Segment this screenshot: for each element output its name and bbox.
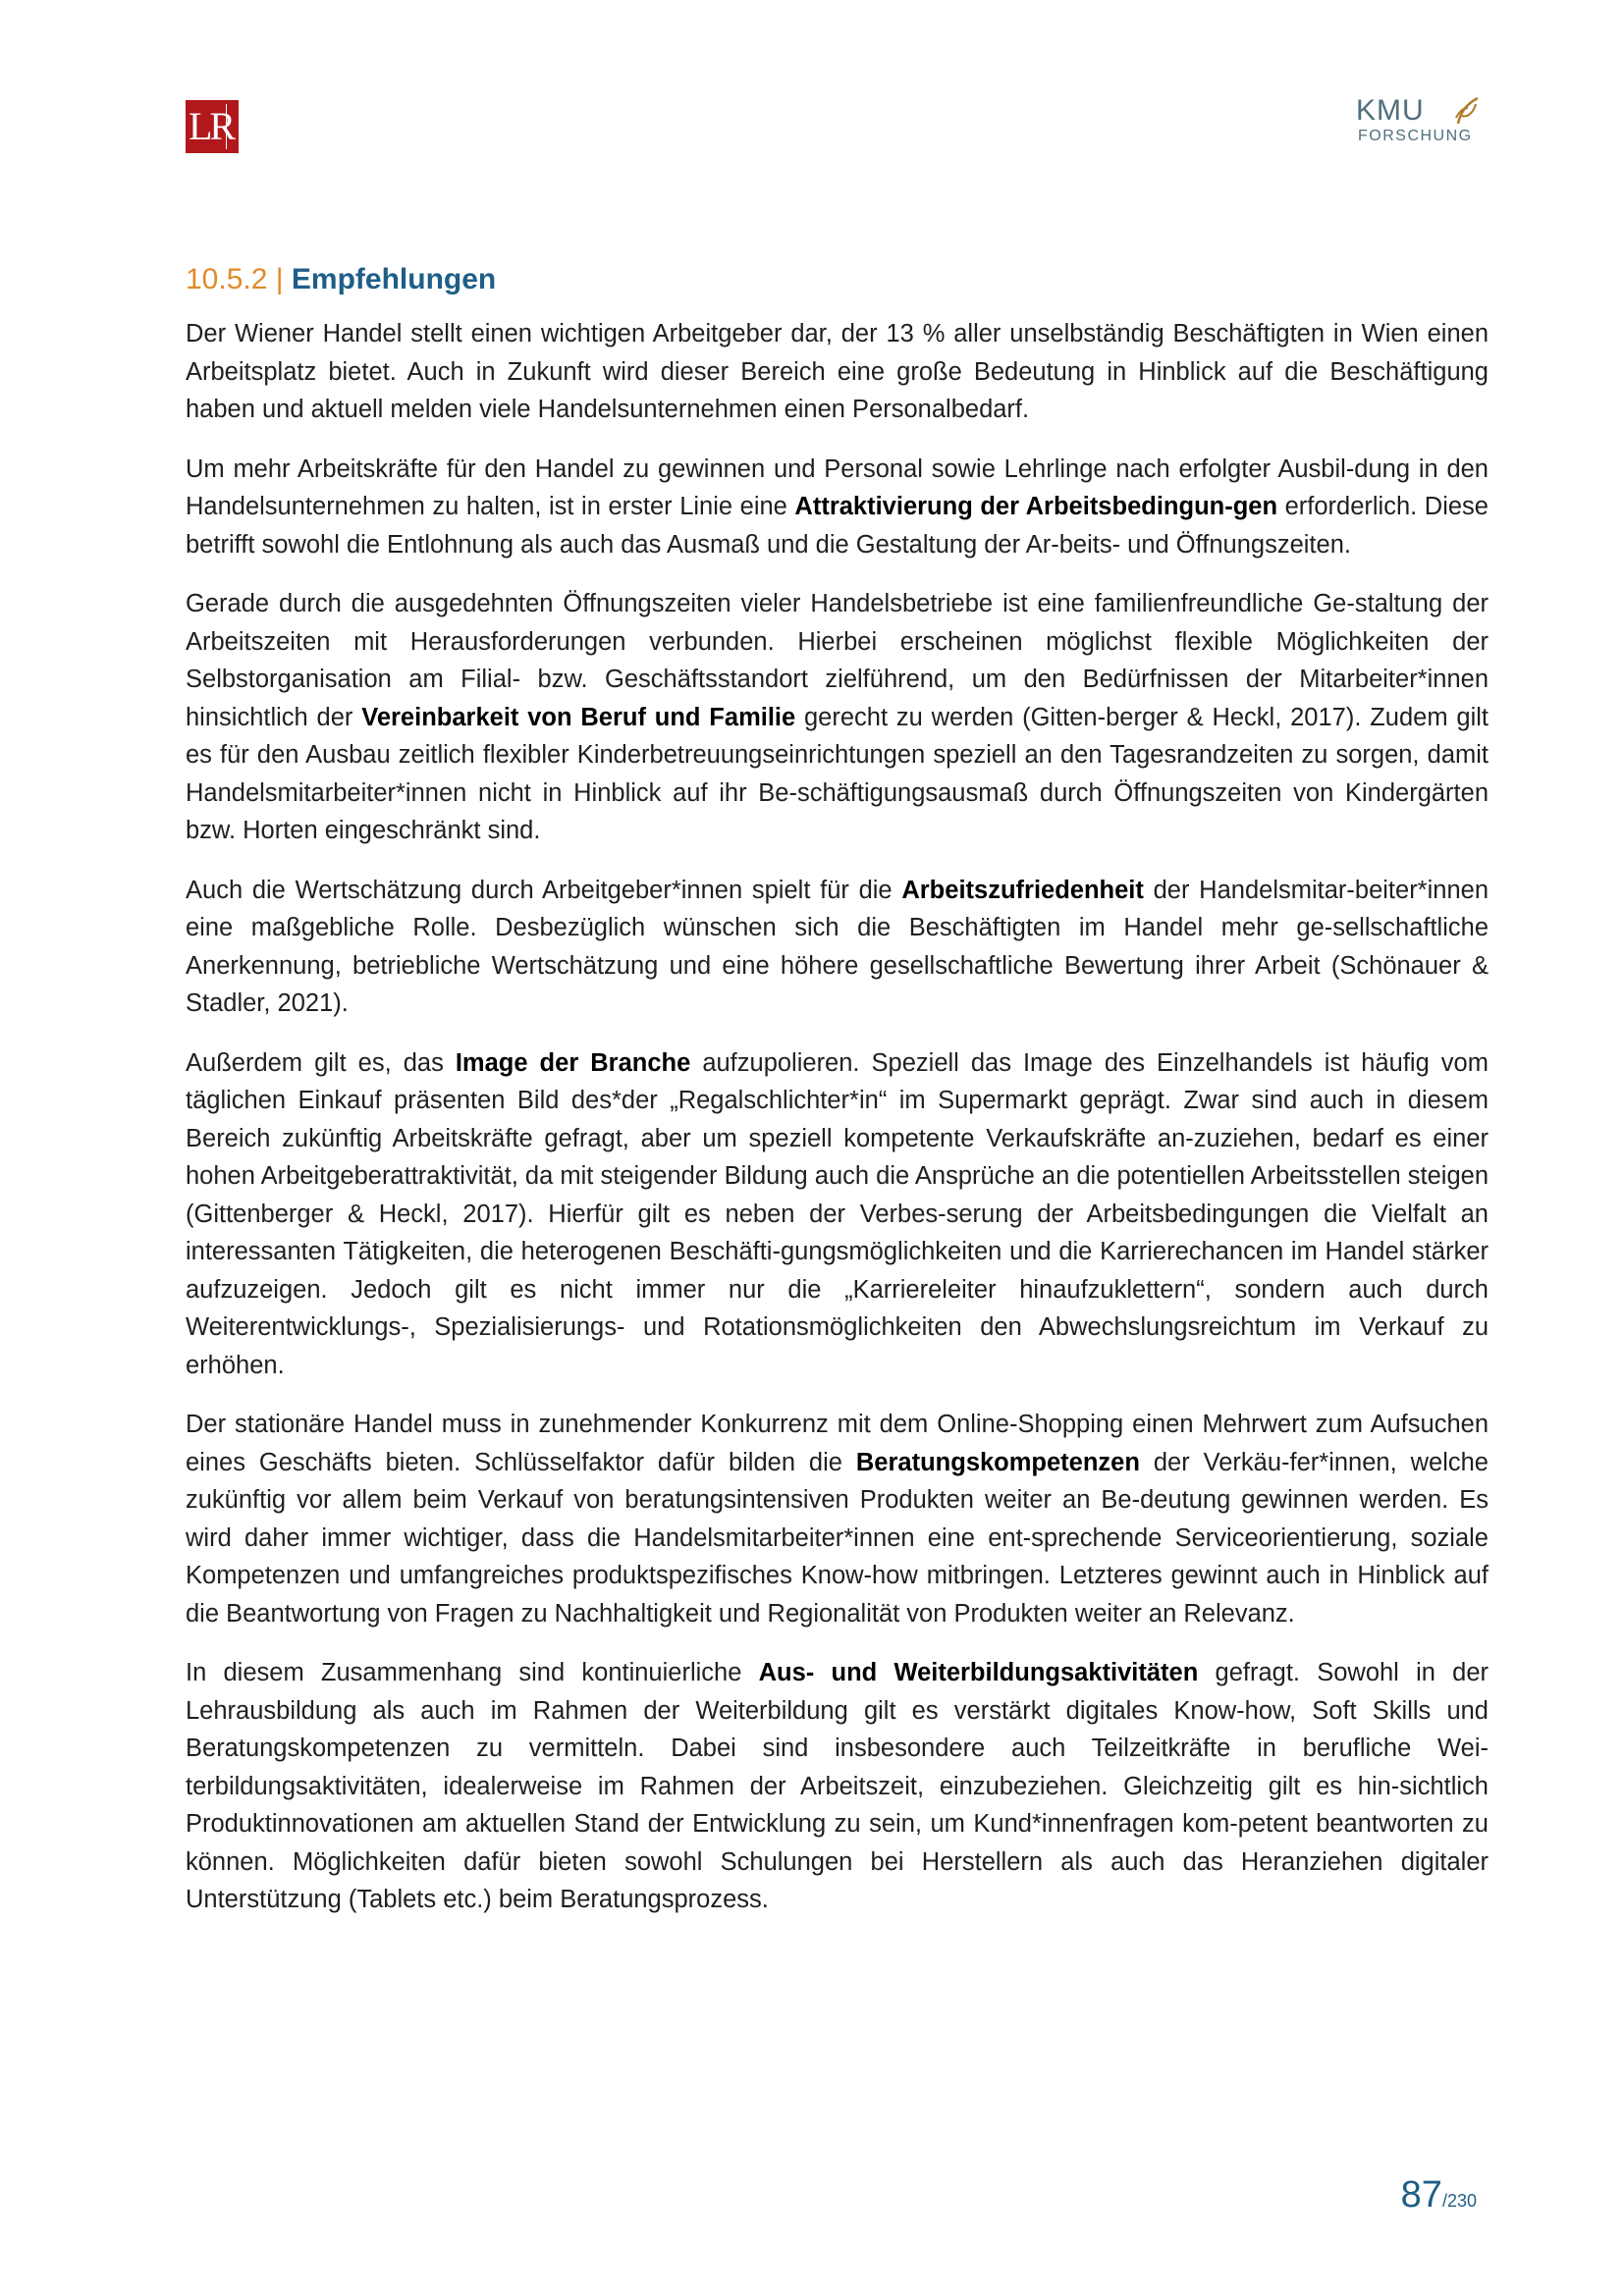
paragraph-text: der Verkäu-fer*innen, welche zukünftig vor allem beim Verkauf von beratungsintensiven Produkten weiter an Be-deutung gewinnen werden. Es wird daher immer wichtiger, dass die Handelsmitarbeiter*innen eine ent-sprechende Serviceorientierung, soziale Kompetenzen und umfangreiches produktspezifisches Know-how mitbringen. Letzteres gewinnt auch in Hinblick auf die Beantwortung von Fragen zu Nachhaltigkeit und Regionalität von Produkten weiter an Relevanz. [186, 1448, 1489, 1628]
emphasis-term: Beratungskompetenzen [855, 1448, 1140, 1476]
section-title: Empfehlungen [291, 263, 497, 295]
section-separator: | [275, 263, 284, 295]
kmu-logo [1356, 94, 1474, 153]
paragraph-text: Gerade durch die ausgedehnten Öffnungszeiten vieler Handelsbetriebe ist eine familienfreundliche Ge-staltung der Arbeitszeiten mit Herausforderungen verbunden. Hierbei erscheinen möglichst flexible Möglichkeiten der Selbstorganisation am Filial- bzw. Geschäftsstandort zielführend, um den Bedürfnissen der Mitarbeiter*innen hinsichtlich der [186, 590, 1489, 731]
paragraph-text: In diesem Zusammenhang sind kontinuierliche [186, 1659, 759, 1686]
emphasis-term: Attraktivierung der Arbeitsbedingun-gen [794, 493, 1278, 520]
paragraph-5 [186, 1044, 1489, 1385]
section-number: 10.5.2 [186, 263, 268, 295]
lr-logo-letters: LR [189, 104, 234, 148]
paragraph-1 [186, 315, 1489, 429]
paragraph-7 [186, 1654, 1489, 1919]
lr-logo-icon [186, 100, 239, 153]
paragraph-6 [186, 1406, 1489, 1632]
lr-logo-strip [226, 104, 235, 149]
paragraph-text: Außerdem gilt es, das [186, 1048, 456, 1077]
paragraph-text: Auch die Wertschätzung durch Arbeitgeber*innen spielt für die [186, 876, 902, 904]
emphasis-term: Aus- und Weiterbildungsaktivitäten [758, 1659, 1199, 1686]
main-content [186, 258, 1489, 1941]
paragraph-text: Der Wiener Handel stellt einen wichtigen Arbeitgeber dar, der 13 % aller unselbständig Beschäftigten in Wien einen Arbeitsplatz bietet. Auch in Zukunft wird dieser Bereich eine große Bedeutung in Hinblick auf die Beschäftigung haben und aktuell melden viele Handelsunternehmen einen Personalbedarf. [186, 320, 1489, 423]
paragraph-text: gefragt. Sowohl in der Lehrausbildung als auch im Rahmen der Weiterbildung gilt es verstärkt digitales Know-how, Soft Skills und Beratungskompetenzen zu vermitteln. Dabei sind insbesondere auch Teilzeitkräfte in berufliche Wei-terbildungsaktivitäten, idealerweise im Rahmen der Arbeitszeit, einzubeziehen. Gleichzeitig gilt es hin-sichtlich Produktinnovationen am aktuellen Stand der Entwicklung zu sein, um Kund*innenfragen kom-petent beantworten zu können. Möglichkeiten dafür bieten sowohl Schulungen bei Herstellern als auch das Heranziehen digitaler Unterstützung (Tablets etc.) beim Beratungsprozess. [186, 1659, 1489, 1913]
kmu-logo-subtext: FORSCHUNG [1358, 128, 1473, 144]
emphasis-term: Arbeitszufriedenheit [901, 876, 1144, 904]
page-number-total: /230 [1441, 2191, 1477, 2211]
paragraph-text: Der stationäre Handel muss in zunehmender Konkurrenz mit dem Online-Shopping einen Mehrwert zum Aufsuchen eines Geschäfts bieten. Schlüsselfaktor dafür bilden die [186, 1411, 1489, 1476]
leaf-icon [1454, 96, 1480, 126]
paragraph-2 [186, 451, 1489, 564]
paragraph-3 [186, 585, 1489, 850]
section-heading [186, 258, 1489, 301]
page-number [1401, 2173, 1477, 2222]
paragraph-text: Um mehr Arbeitskräfte für den Handel zu gewinnen und Personal sowie Lehrlinge nach erfolgter Ausbil-dung in den Handelsunternehmen zu halten, ist in erster Linie eine [186, 454, 1489, 520]
emphasis-term: Image der Branche [455, 1048, 691, 1077]
paragraph-4 [186, 872, 1489, 1023]
paragraph-text: aufzupolieren. Speziell das Image des Einzelhandels ist häufig vom täglichen Einkauf präsenten Bild des*der „Regalschlichter*in“ im Supermarkt geprägt. Zwar sind auch in diesem Bereich zukünftig Arbeitskräfte gefragt, aber um speziell kompetente Verkaufskräfte an-zuziehen, bedarf es einer hohen Arbeitgeberattraktivität, da mit steigender Bildung auch die Ansprüche an die potentiellen Arbeitsstellen steigen (Gittenberger & Heckl, 2017). Hierfür gilt es neben der Verbes-serung der Arbeitsbedingungen die Vielfalt an interessanten Tätigkeiten, die heterogenen Beschäfti-gungsmöglichkeiten und die Karrierechancen im Handel stärker aufzuzeigen. Jedoch gilt es nicht immer nur die „Karriereleiter hinaufzuklettern“, sondern auch durch Weiterentwicklungs-, Spezialisierungs- und Rotationsmöglichkeiten den Abwechslungsreichtum im Verkauf zu erhöhen. [186, 1048, 1489, 1379]
paragraph-text: gerecht zu werden (Gitten-berger & Heckl, 2017). Zudem gilt es für den Ausbau zeitlich flexibler Kinderbetreuungseinrichtungen speziell an den Tagesrandzeiten zu sorgen, damit Handelsmitarbeiter*innen nicht in Hinblick auf ihr Be-schäftigungsausmaß durch Öffnungszeiten von Kindergärten bzw. Horten eingeschränkt sind. [186, 703, 1489, 844]
kmu-logo-word: KMU [1356, 94, 1425, 127]
page-header [0, 0, 1624, 167]
page-number-current: 87 [1400, 2174, 1442, 2216]
paragraph-text: der Handelsmitar-beiter*innen eine maßgebliche Rolle. Desbezüglich wünschen sich die Beschäftigten im Handel mehr ge-sellschaftliche Anerkennung, betriebliche Wertschätzung und eine höhere gesellschaftliche Bewertung ihrer Arbeit (Schönauer & Stadler, 2021). [186, 876, 1489, 1017]
paragraph-text: erforderlich. Diese betrifft sowohl die Entlohnung als auch das Ausmaß und die Gestaltung der Ar-beits- und Öffnungszeiten. [186, 493, 1489, 559]
emphasis-term: Vereinbarkeit von Beruf und Familie [361, 703, 796, 731]
